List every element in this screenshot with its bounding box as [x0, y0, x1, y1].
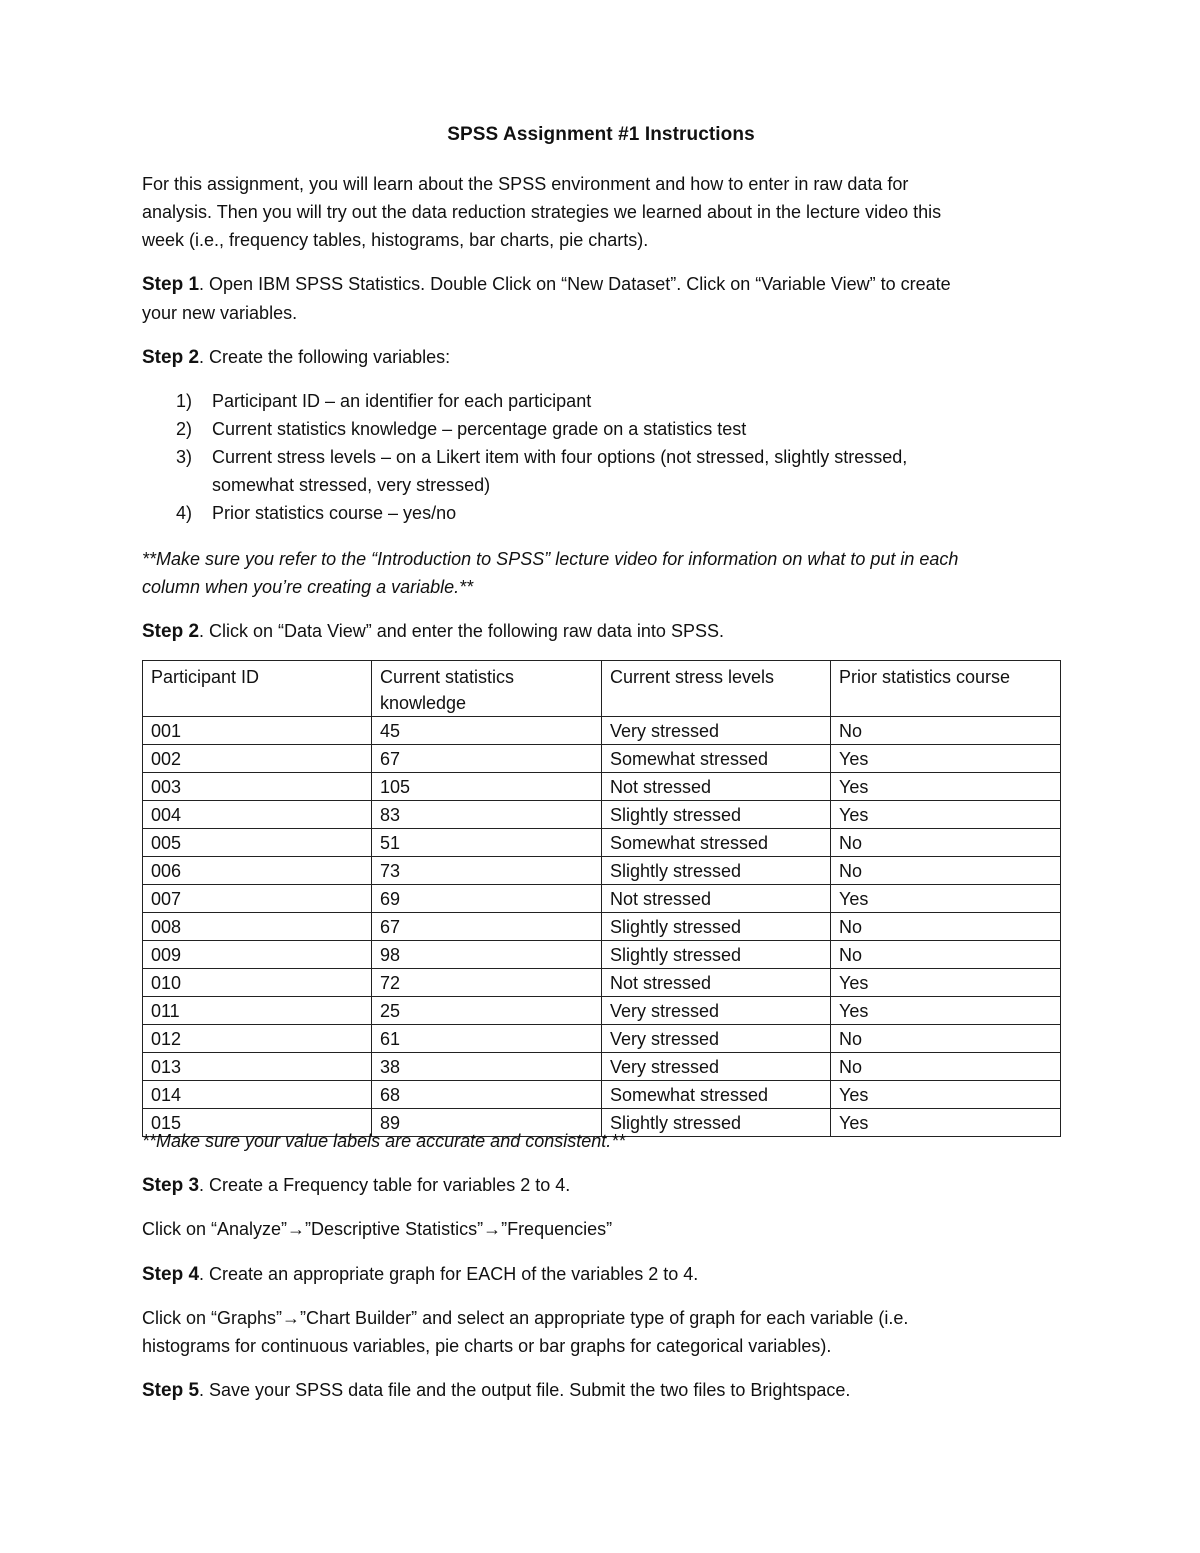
step-2-data-paragraph	[142, 617, 1060, 646]
list-text: Current statistics knowledge – percentage grade on a statistics test	[212, 419, 747, 439]
cell-statistics-knowledge: 83	[372, 801, 602, 829]
cell-prior-course: Yes	[831, 801, 1061, 829]
step-5-paragraph	[142, 1376, 1060, 1405]
step-3-text: . Create a Frequency table for variables 2 to 4.	[199, 1175, 571, 1195]
table-row	[143, 857, 1061, 885]
cell-statistics-knowledge: 25	[372, 997, 602, 1025]
note-variable-columns	[142, 545, 1060, 601]
cell-statistics-knowledge: 51	[372, 829, 602, 857]
table-row	[143, 1025, 1061, 1053]
step-4-paragraph	[142, 1260, 1060, 1289]
step-2-text: . Create the following variables:	[199, 347, 451, 367]
intro-line-1: For this assignment, you will learn about the SPSS environment and how to enter in raw data for	[142, 174, 909, 194]
cell-statistics-knowledge: 69	[372, 885, 602, 913]
cell-stress-level: Not stressed	[602, 885, 831, 913]
cell-statistics-knowledge: 73	[372, 857, 602, 885]
click-chart-builder: ”Chart Builder” and select an appropriate type of graph for each variable (i.e.	[300, 1308, 909, 1328]
cell-prior-course: Yes	[831, 997, 1061, 1025]
step-5-label: Step 5	[142, 1380, 200, 1401]
cell-prior-course: Yes	[831, 885, 1061, 913]
cell-statistics-knowledge: 105	[372, 773, 602, 801]
cell-stress-level: Very stressed	[602, 1025, 831, 1053]
step-2-data-text: . Click on “Data View” and enter the following raw data into SPSS.	[199, 621, 724, 641]
cell-prior-course: No	[831, 1053, 1061, 1081]
cell-participant-id: 010	[143, 969, 372, 997]
list-text: Participant ID – an identifier for each participant	[212, 391, 592, 411]
step-4-text: . Create an appropriate graph for EACH of the variables 2 to 4.	[199, 1264, 699, 1284]
header-participant-id: Participant ID	[143, 661, 372, 717]
cell-stress-level: Slightly stressed	[602, 913, 831, 941]
table-row	[143, 717, 1061, 745]
click-graphs: Click on “Graphs”	[142, 1308, 283, 1328]
table-row	[143, 1053, 1061, 1081]
intro-paragraph	[142, 170, 1060, 254]
arrow-right-icon: →	[282, 1308, 301, 1328]
header-prior-statistics-course: Prior statistics course	[831, 661, 1061, 717]
cell-prior-course: No	[831, 1025, 1061, 1053]
note-1-line-2: column when you’re creating a variable.**	[142, 577, 474, 597]
raw-data-table	[142, 660, 1061, 1137]
table-row	[143, 1081, 1061, 1109]
step-1-label: Step 1	[142, 274, 200, 295]
arrow-right-icon: →	[287, 1219, 306, 1239]
click-descriptive-statistics: ”Descriptive Statistics”	[305, 1219, 484, 1239]
list-text: Prior statistics course – yes/no	[212, 503, 457, 523]
cell-statistics-knowledge: 45	[372, 717, 602, 745]
table-row	[143, 745, 1061, 773]
cell-participant-id: 004	[143, 801, 372, 829]
list-number: 3)	[176, 447, 193, 467]
step-4-line-2: histograms for continuous variables, pie charts or bar graphs for categorical variables).	[142, 1336, 832, 1356]
step-1-text-line-2: your new variables.	[142, 303, 298, 323]
cell-stress-level: Slightly stressed	[602, 801, 831, 829]
step-4-click-path	[142, 1304, 1060, 1360]
step-2-label: Step 2	[142, 347, 200, 368]
cell-statistics-knowledge: 98	[372, 941, 602, 969]
click-analyze: Click on “Analyze”	[142, 1219, 288, 1239]
cell-stress-level: Somewhat stressed	[602, 745, 831, 773]
cell-prior-course: No	[831, 913, 1061, 941]
cell-participant-id: 003	[143, 773, 372, 801]
cell-statistics-knowledge: 72	[372, 969, 602, 997]
table-row	[143, 773, 1061, 801]
table-row	[143, 969, 1061, 997]
table-header-row	[143, 661, 1061, 717]
list-number: 4)	[176, 503, 193, 523]
document-title: SPSS Assignment #1 Instructions	[447, 124, 755, 145]
cell-prior-course: Yes	[831, 969, 1061, 997]
cell-prior-course: Yes	[831, 773, 1061, 801]
cell-stress-level: Not stressed	[602, 773, 831, 801]
cell-stress-level: Very stressed	[602, 717, 831, 745]
cell-participant-id: 013	[143, 1053, 372, 1081]
cell-participant-id: 015	[143, 1109, 372, 1137]
list-text: somewhat stressed, very stressed)	[212, 475, 491, 495]
cell-prior-course: No	[831, 941, 1061, 969]
header-current-stress-levels: Current stress levels	[602, 661, 831, 717]
cell-participant-id: 009	[143, 941, 372, 969]
list-number: 1)	[176, 391, 193, 411]
list-number: 2)	[176, 419, 193, 439]
cell-prior-course: Yes	[831, 1081, 1061, 1109]
cell-statistics-knowledge: 68	[372, 1081, 602, 1109]
click-frequencies: ”Frequencies”	[501, 1219, 613, 1239]
table-row	[143, 997, 1061, 1025]
step-2-data-label: Step 2	[142, 621, 200, 642]
cell-stress-level: Not stressed	[602, 969, 831, 997]
table-body	[143, 717, 1061, 1137]
arrow-right-icon: →	[483, 1219, 502, 1239]
step-1-text: . Open IBM SPSS Statistics. Double Click on “New Dataset”. Click on “Variable View” to create	[199, 274, 951, 294]
cell-participant-id: 008	[143, 913, 372, 941]
cell-participant-id: 012	[143, 1025, 372, 1053]
step-3-paragraph	[142, 1171, 1060, 1200]
step-2-create-paragraph	[142, 343, 1060, 372]
cell-prior-course: No	[831, 717, 1061, 745]
step-5-text: . Save your SPSS data file and the output file. Submit the two files to Brightspace.	[199, 1380, 851, 1400]
note-1-line-1: **Make sure you refer to the “Introduction to SPSS” lecture video for information on what to put in each	[142, 549, 959, 569]
header-current-statistics-knowledge: Current statistics knowledge	[372, 661, 602, 717]
cell-stress-level: Slightly stressed	[602, 1109, 831, 1137]
table-row	[143, 829, 1061, 857]
note-value-labels: **Make sure your value labels are accurate and consistent.**	[142, 1131, 626, 1151]
cell-participant-id: 001	[143, 717, 372, 745]
intro-line-2: analysis. Then you will try out the data reduction strategies we learned about in the lecture video this	[142, 202, 942, 222]
cell-participant-id: 011	[143, 997, 372, 1025]
step-4-label: Step 4	[142, 1264, 200, 1285]
cell-stress-level: Slightly stressed	[602, 941, 831, 969]
cell-prior-course: Yes	[831, 745, 1061, 773]
cell-statistics-knowledge: 67	[372, 913, 602, 941]
cell-participant-id: 005	[143, 829, 372, 857]
cell-stress-level: Somewhat stressed	[602, 1081, 831, 1109]
cell-stress-level: Very stressed	[602, 997, 831, 1025]
cell-stress-level: Very stressed	[602, 1053, 831, 1081]
table-row	[143, 885, 1061, 913]
cell-participant-id: 007	[143, 885, 372, 913]
cell-statistics-knowledge: 67	[372, 745, 602, 773]
cell-participant-id: 014	[143, 1081, 372, 1109]
table-row	[143, 801, 1061, 829]
intro-line-3: week (i.e., frequency tables, histograms, bar charts, pie charts).	[142, 230, 649, 250]
cell-prior-course: No	[831, 829, 1061, 857]
cell-prior-course: No	[831, 857, 1061, 885]
step-3-label: Step 3	[142, 1175, 200, 1196]
step-3-click-path	[142, 1215, 1060, 1243]
step-1-paragraph	[142, 270, 1060, 327]
cell-statistics-knowledge: 89	[372, 1109, 602, 1137]
cell-statistics-knowledge: 38	[372, 1053, 602, 1081]
list-text: Current stress levels – on a Likert item with four options (not stressed, slightly stressed,	[212, 447, 908, 467]
table-row	[143, 941, 1061, 969]
cell-stress-level: Somewhat stressed	[602, 829, 831, 857]
cell-participant-id: 006	[143, 857, 372, 885]
cell-prior-course: Yes	[831, 1109, 1061, 1137]
cell-statistics-knowledge: 61	[372, 1025, 602, 1053]
cell-participant-id: 002	[143, 745, 372, 773]
table-row	[143, 913, 1061, 941]
cell-stress-level: Slightly stressed	[602, 857, 831, 885]
